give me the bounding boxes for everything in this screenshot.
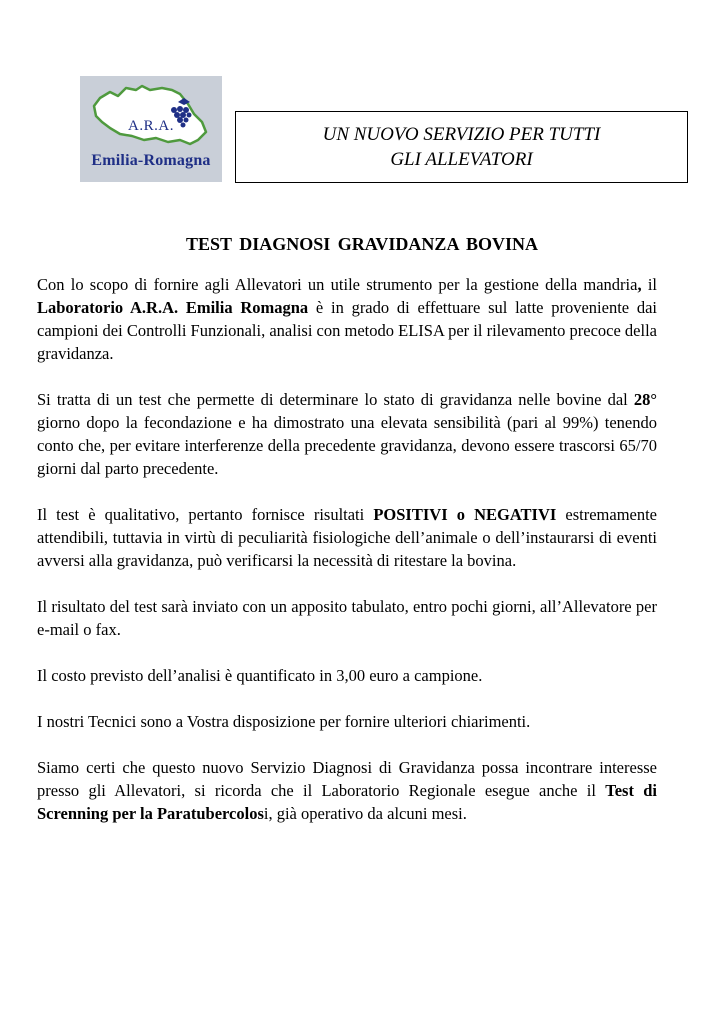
p1-text-a: Con lo scopo di fornire agli Allevatori un utile strumento per la gestione della mandria [37, 275, 638, 294]
p2-text-c: giorno dopo la fecondazione e ha dimostrato una elevata sensibilità (pari al 99%) tenendo conto che, per evitare interferenze della precedente gravidanza, devono essere trascorsi 65/70 giorni dal parto precedente. [37, 413, 657, 478]
document-title: TEST DIAGNOSI GRAVIDANZA BOVINA [186, 234, 538, 254]
announcement-banner [235, 111, 688, 183]
p1-lab-name: Laboratorio A.R.A. Emilia Romagna [37, 298, 309, 317]
p1-text-e: è in grado di effettuare sul latte proveniente dai campioni dei Controlli Funzionali, analisi con metodo ELISA per il rilevamento precoce della gravidanza. [37, 298, 657, 363]
p3-text-c: estremamente attendibili, tuttavia in virtù di peculiarità fisiologiche dell’animale o dell’instaurarsi di eventi avversi alla gravidanza, può verificarsi la necessità di ritestare la bovina. [37, 505, 658, 570]
paragraph-2 [37, 388, 657, 480]
p7-text-a: Siamo certi che questo nuovo Servizio Diagnosi di Gravidanza possa incontrare interesse presso gli Allevatori, si ricorda che il Laboratorio Regionale esegue anche il [37, 758, 657, 800]
document-body [37, 273, 657, 848]
p7-test-name: Test di Screnning per la Paratubercolos [37, 781, 657, 823]
p1-text-c: il [641, 275, 657, 294]
paragraph-4: Il risultato del test sarà inviato con un apposito tabulato, entro pochi giorni, all’Allevatore per e-mail o fax. [37, 597, 657, 639]
p3-text-a: Il test è qualitativo, pertanto fornisce risultati [37, 505, 374, 524]
paragraph-7 [37, 756, 657, 825]
p3-results: POSITIVI o NEGATIVI [373, 505, 557, 524]
paragraph-6: I nostri Tecnici sono a Vostra disposizione per fornire ulteriori chiarimenti. [37, 712, 531, 731]
p7-text-c: i, già operativo da alcuni mesi. [263, 804, 467, 823]
p2-text-a: Si tratta di un test che permette di determinare lo stato di gravidanza nelle bovine dal [37, 390, 634, 409]
logo-region-name: Emilia-Romagna [91, 152, 211, 169]
paragraph-5: Il costo previsto dell’analisi è quantificato in 3,00 euro a campione. [37, 666, 483, 685]
paragraph-3 [37, 503, 657, 572]
banner-line-2: GLI ALLEVATORI [390, 149, 533, 170]
banner-line-1: UN NUOVO SERVIZIO PER TUTTI [322, 124, 601, 145]
p1-comma: , [637, 275, 642, 294]
ara-logo [80, 76, 222, 182]
paragraph-1 [37, 273, 657, 365]
p2-day: 28° [633, 390, 657, 409]
logo-acronym: A.R.A. [128, 118, 174, 134]
